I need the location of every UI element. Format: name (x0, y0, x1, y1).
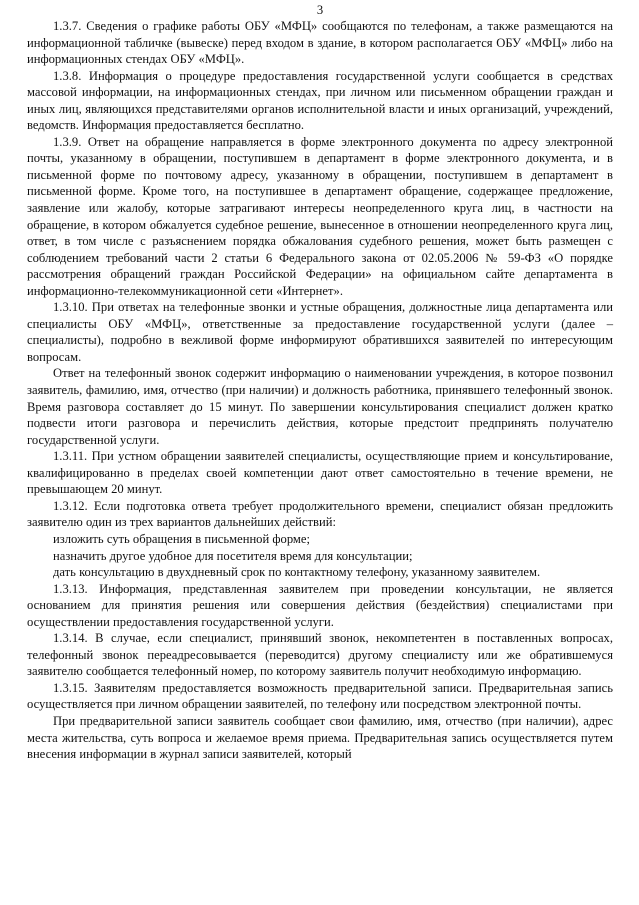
paragraph-1-3-10: 1.3.10. При ответах на телефонные звонки и устные обращения, должностные лица департамента или специалисты ОБУ «МФЦ», ответственные за предоставление государственной услуги (далее – специалисты), подробно в вежливой форме информируют обратившихся заявителей по интересующим вопросам. (27, 300, 613, 364)
paragraph-1-3-7: 1.3.7. Сведения о графике работы ОБУ «МФЦ» сообщаются по телефонам, а также размещаются на информационной табличке (вывеске) перед входом в здание, в котором располагается ОБУ «МФЦ» либо на информационных стендах ОБУ «МФЦ». (27, 19, 613, 67)
document-page (27, 0, 613, 905)
option-written-form: изложить суть обращения в письменной форме; (53, 531, 310, 546)
paragraph-preliminary-record: При предварительной записи заявитель сообщает свои фамилию, имя, отчество (при наличии), адрес места жительства, суть вопроса и желаемое время приема. Предварительная запись осуществляется путем внесения информации в журнал записи заявителей, который (27, 713, 613, 762)
paragraph-1-3-14: 1.3.14. В случае, если специалист, принявший звонок, некомпетентен в поставленных вопросах, телефонный звонок переадресовывается (переводится) другому специалисту или же обратившемуся заявителю сообщается телефонный номер, по которому заявитель получит необходимую информацию. (27, 631, 613, 679)
paragraph-1-3-15: 1.3.15. Заявителям предоставляется возможность предварительной записи. Предварительная запись осуществляется при личном обращении заявителей, по телефону или посредством электронной почты. (27, 680, 613, 712)
paragraph-1-3-11: 1.3.11. При устном обращении заявителей специалисты, осуществляющие прием и консультирование, квалифицированно в пределах своей компетенции дают ответ самостоятельно в течение времени, не превышающем 20 минут. (27, 449, 613, 497)
paragraph-1-3-13: 1.3.13. Информация, представленная заявителем при проведении консультации, не является основанием для принятия решения или совершения действия (бездействия) специалистами при осуществлении предоставления государственной услуги. (27, 581, 613, 629)
page-number: 3 (316, 3, 324, 17)
paragraph-phone-answer: Ответ на телефонный звонок содержит информацию о наименовании учреждения, в которое позвонил заявитель, фамилию, имя, отчество (при наличии) и должность работника, принявшего телефонный звонок. Время разговора составляет до 15 минут. По завершении консультирования специалист должен кратко подвести итоги разговора и перечислить действия, которые предстоит предпринять получателю государственной услуги. (27, 366, 613, 447)
paragraph-1-3-9: 1.3.9. Ответ на обращение направляется в форме электронного документа по адресу электронной почты, указанному в обращении, поступившем в департамент в форме электронного документа, и в письменной форме по почтовому адресу, указанному в обращении, поступившем в департамент в письменной форме. Кроме того, на поступившее в департамент обращение, содержащее предложение, заявление или жалобу, которые затрагивают интересы неопределенного круга лиц, в частности на обращение, в котором обжалуется судебное решение, вынесенное в отношении неопределенного круга лиц, ответ, в том числе с разъяснением порядка обжалования судебного решения, может быть размещен с соблюдением требований части 2 статьи 6 Федерального закона от 02.05.2006 № 59-ФЗ «О порядке рассмотрения обращений граждан Российской Федерации» на официальном сайте департамента в информационно-телекоммуникационной сети «Интернет». (27, 134, 613, 298)
paragraph-1-3-8: 1.3.8. Информация о процедуре предоставления государственной услуги сообщается в средствах массовой информации, на информационных стендах, при личном или письменном обращении граждан и иных лиц, являющихся представителями органов исполнительной власти и иных организаций, учреждений, ведомств. Информация предоставляется бесплатно. (27, 68, 613, 133)
option-other-time: назначить другое удобное для посетителя время для консультации; (53, 548, 413, 563)
option-phone-consultation: дать консультацию в двухдневный срок по контактному телефону, указанному заявителем. (53, 565, 541, 580)
paragraph-1-3-12: 1.3.12. Если подготовка ответа требует продолжительного времени, специалист обязан предложить заявителю один из трех вариантов дальнейших действий: (27, 498, 613, 530)
